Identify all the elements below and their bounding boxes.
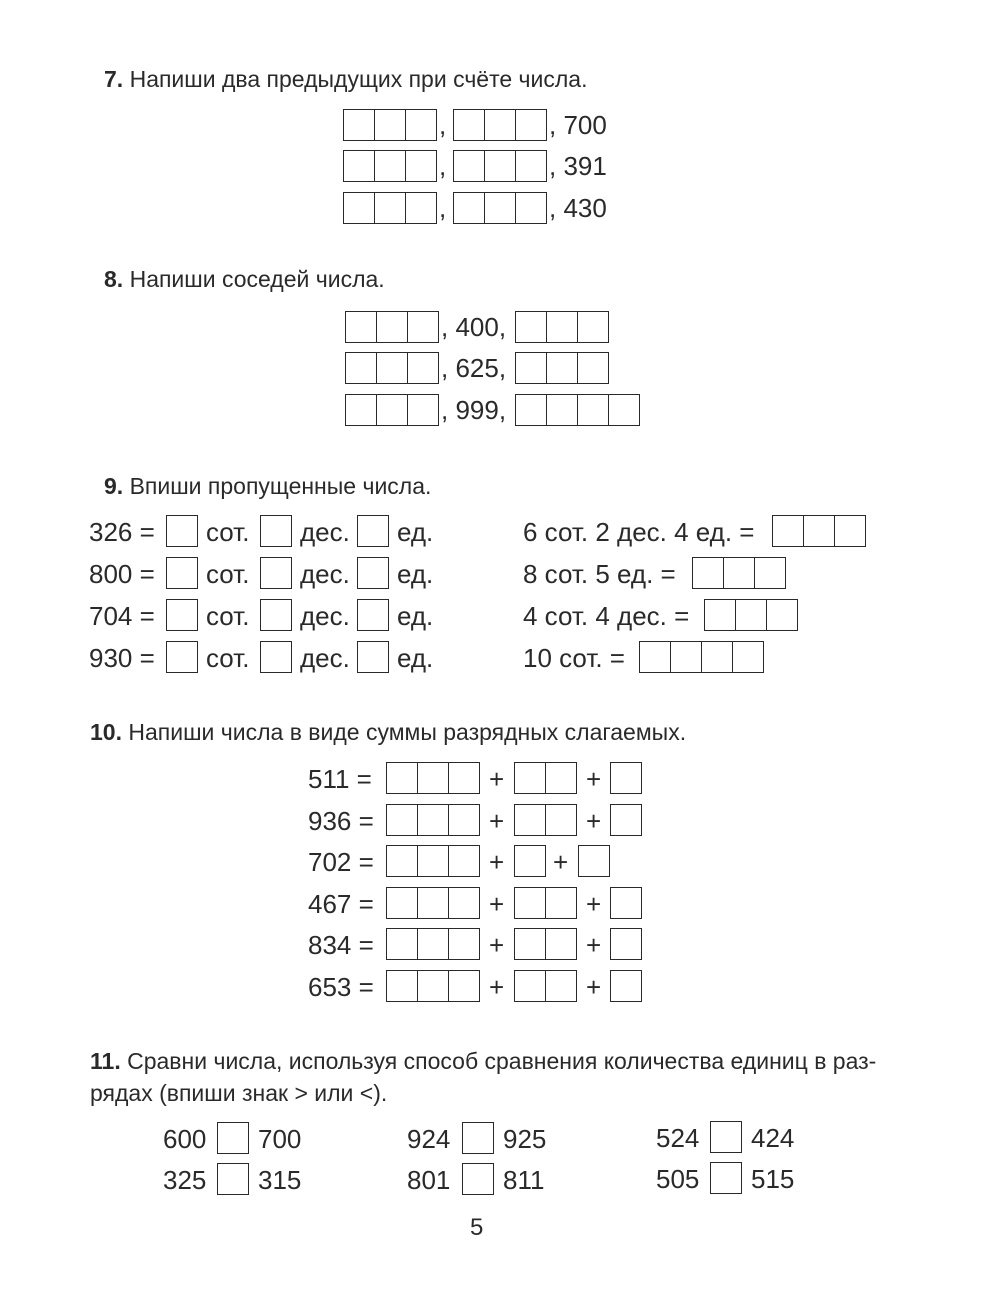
answer-cell[interactable] xyxy=(704,599,736,631)
answer-cell[interactable] xyxy=(546,394,578,426)
answer-cell[interactable] xyxy=(407,311,439,343)
answer-cell[interactable] xyxy=(374,109,406,141)
answer-cell[interactable] xyxy=(766,599,798,631)
answer-cell[interactable] xyxy=(515,109,547,141)
compare-left: 801 xyxy=(407,1165,451,1195)
task10-lhs: 936 = xyxy=(308,806,374,836)
answer-cell[interactable] xyxy=(260,557,292,589)
answer-cell[interactable] xyxy=(405,192,437,224)
plus-sign: + xyxy=(489,930,505,960)
task8-text: Напиши соседей числа. xyxy=(129,266,385,292)
answer-cell[interactable] xyxy=(417,762,449,794)
answer-cell[interactable] xyxy=(610,887,642,919)
answer-cell[interactable] xyxy=(417,845,449,877)
answer-cell[interactable] xyxy=(701,641,733,673)
answer-cell[interactable] xyxy=(515,150,547,182)
task9-lhs: 930 = xyxy=(89,643,155,673)
compare-right: 315 xyxy=(258,1165,302,1195)
comma: , xyxy=(439,110,447,140)
answer-cell[interactable] xyxy=(453,109,485,141)
answer-cell[interactable] xyxy=(448,928,480,960)
task9-expr: 4 сот. 4 дес. = xyxy=(523,601,690,631)
unit-tens: дес. xyxy=(300,601,350,631)
task10-lhs: 653 = xyxy=(308,972,374,1002)
task11-heading xyxy=(90,1050,876,1073)
task8-row-label: , 999, xyxy=(441,395,507,425)
answer-cell[interactable] xyxy=(754,557,786,589)
task9-number: 9. xyxy=(104,473,124,499)
answer-cell[interactable] xyxy=(732,641,764,673)
task10-lhs: 702 = xyxy=(308,847,374,877)
answer-cell[interactable] xyxy=(376,394,408,426)
answer-cell[interactable] xyxy=(735,599,767,631)
plus-sign: + xyxy=(586,930,602,960)
answer-cell[interactable] xyxy=(357,557,389,589)
answer-cell[interactable] xyxy=(577,352,609,384)
task8-number: 8. xyxy=(104,266,124,292)
answer-cell[interactable] xyxy=(357,515,389,547)
answer-cell[interactable] xyxy=(386,970,418,1002)
task11-number: 11. xyxy=(90,1048,121,1074)
answer-cell[interactable] xyxy=(545,804,577,836)
task10-number: 10. xyxy=(90,719,122,745)
answer-cell[interactable] xyxy=(166,557,198,589)
answer-cell[interactable] xyxy=(166,641,198,673)
answer-cell[interactable] xyxy=(343,192,375,224)
answer-cell[interactable] xyxy=(515,192,547,224)
answer-cell[interactable] xyxy=(515,311,547,343)
answer-cell[interactable] xyxy=(448,804,480,836)
answer-cell[interactable] xyxy=(343,109,375,141)
plus-sign: + xyxy=(553,847,569,877)
answer-cell[interactable] xyxy=(407,352,439,384)
answer-cell[interactable] xyxy=(386,845,418,877)
comma: , xyxy=(439,151,447,181)
plus-sign: + xyxy=(489,972,505,1002)
answer-cell[interactable] xyxy=(772,515,804,547)
task8-row-label: , 625, xyxy=(441,353,507,383)
task9-expr: 6 сот. 2 дес. 4 ед. = xyxy=(523,517,755,547)
answer-cell[interactable] xyxy=(448,970,480,1002)
task9-lhs: 704 = xyxy=(89,601,155,631)
compare-left: 524 xyxy=(656,1123,700,1153)
answer-cell[interactable] xyxy=(448,845,480,877)
answer-cell[interactable] xyxy=(448,887,480,919)
unit-hundreds: сот. xyxy=(206,643,250,673)
answer-cell[interactable] xyxy=(343,150,375,182)
compare-left: 924 xyxy=(407,1124,451,1154)
answer-cell[interactable] xyxy=(670,641,702,673)
answer-cell[interactable] xyxy=(514,804,546,836)
answer-cell[interactable] xyxy=(545,887,577,919)
plus-sign: + xyxy=(489,889,505,919)
answer-cell[interactable] xyxy=(515,352,547,384)
answer-cell[interactable] xyxy=(545,928,577,960)
unit-ones: ед. xyxy=(397,559,434,589)
answer-cell[interactable] xyxy=(803,515,835,547)
unit-ones: ед. xyxy=(397,517,434,547)
task9-heading xyxy=(104,475,431,498)
unit-hundreds: сот. xyxy=(206,601,250,631)
task10-lhs: 511 = xyxy=(308,764,372,794)
answer-cell[interactable] xyxy=(514,762,546,794)
task8-heading xyxy=(104,268,385,291)
answer-cell[interactable] xyxy=(639,641,671,673)
answer-cell[interactable] xyxy=(260,515,292,547)
compare-right: 515 xyxy=(751,1164,795,1194)
plus-sign: + xyxy=(489,847,505,877)
answer-cell[interactable] xyxy=(577,394,609,426)
answer-cell[interactable] xyxy=(545,762,577,794)
answer-cell[interactable] xyxy=(386,762,418,794)
compare-sign-cell[interactable] xyxy=(462,1122,494,1154)
task7-row-label: , 700 xyxy=(549,110,607,140)
comma: , xyxy=(439,193,447,223)
plus-sign: + xyxy=(489,764,505,794)
compare-right: 811 xyxy=(503,1165,545,1195)
unit-tens: дес. xyxy=(300,643,350,673)
answer-cell[interactable] xyxy=(405,109,437,141)
answer-cell[interactable] xyxy=(417,804,449,836)
task10-lhs: 834 = xyxy=(308,930,374,960)
compare-left: 505 xyxy=(656,1164,700,1194)
unit-tens: дес. xyxy=(300,559,350,589)
answer-cell[interactable] xyxy=(405,150,437,182)
unit-hundreds: сот. xyxy=(206,559,250,589)
task7-row-label: , 430 xyxy=(549,193,607,223)
plus-sign: + xyxy=(586,764,602,794)
answer-cell[interactable] xyxy=(260,599,292,631)
answer-cell[interactable] xyxy=(692,557,724,589)
answer-cell[interactable] xyxy=(166,599,198,631)
compare-sign-cell[interactable] xyxy=(217,1122,249,1154)
task11-text-line2: рядах (впиши знак > или <). xyxy=(90,1080,388,1106)
plus-sign: + xyxy=(586,806,602,836)
answer-cell[interactable] xyxy=(723,557,755,589)
answer-cell[interactable] xyxy=(448,762,480,794)
compare-right: 700 xyxy=(258,1124,302,1154)
answer-cell[interactable] xyxy=(514,845,546,877)
compare-left: 600 xyxy=(163,1124,207,1154)
unit-tens: дес. xyxy=(300,517,350,547)
page-number: 5 xyxy=(470,1214,484,1241)
task7-number: 7. xyxy=(104,66,124,92)
answer-cell[interactable] xyxy=(514,887,546,919)
answer-cell[interactable] xyxy=(577,311,609,343)
answer-cell[interactable] xyxy=(345,394,377,426)
compare-left: 325 xyxy=(163,1165,207,1195)
answer-cell[interactable] xyxy=(357,641,389,673)
answer-cell[interactable] xyxy=(345,311,377,343)
compare-sign-cell[interactable] xyxy=(710,1121,742,1153)
answer-cell[interactable] xyxy=(374,192,406,224)
answer-cell[interactable] xyxy=(610,762,642,794)
answer-cell[interactable] xyxy=(376,352,408,384)
answer-cell[interactable] xyxy=(515,394,547,426)
answer-cell[interactable] xyxy=(834,515,866,547)
compare-right: 424 xyxy=(751,1123,795,1153)
task9-lhs: 800 = xyxy=(89,559,155,589)
answer-cell[interactable] xyxy=(417,887,449,919)
answer-cell[interactable] xyxy=(514,928,546,960)
answer-cell[interactable] xyxy=(453,192,485,224)
unit-ones: ед. xyxy=(397,601,434,631)
answer-cell[interactable] xyxy=(386,928,418,960)
compare-sign-cell[interactable] xyxy=(710,1162,742,1194)
task10-text: Напиши числа в виде суммы разрядных слагаемых. xyxy=(128,719,687,745)
answer-cell[interactable] xyxy=(546,352,578,384)
answer-cell[interactable] xyxy=(610,804,642,836)
task9-text: Впиши пропущенные числа. xyxy=(129,473,432,499)
answer-cell[interactable] xyxy=(386,887,418,919)
answer-cell[interactable] xyxy=(166,515,198,547)
answer-cell[interactable] xyxy=(386,804,418,836)
task8-row-label: , 400, xyxy=(441,312,507,342)
answer-cell[interactable] xyxy=(484,150,516,182)
answer-cell[interactable] xyxy=(514,970,546,1002)
task9-expr: 10 сот. = xyxy=(523,643,625,673)
task7-text: Напиши два предыдущих при счёте числа. xyxy=(129,66,588,92)
answer-cell[interactable] xyxy=(345,352,377,384)
answer-cell[interactable] xyxy=(610,970,642,1002)
plus-sign: + xyxy=(489,806,505,836)
compare-right: 925 xyxy=(503,1124,547,1154)
task10-heading xyxy=(90,721,686,744)
answer-cell[interactable] xyxy=(407,394,439,426)
answer-cell[interactable] xyxy=(610,928,642,960)
answer-cell[interactable] xyxy=(546,311,578,343)
task9-expr: 8 сот. 5 ед. = xyxy=(523,559,676,589)
answer-cell[interactable] xyxy=(260,641,292,673)
answer-cell[interactable] xyxy=(484,109,516,141)
unit-hundreds: сот. xyxy=(206,517,250,547)
task10-lhs: 467 = xyxy=(308,889,374,919)
task11-text-line1: Сравни числа, используя способ сравнения количества единиц в раз- xyxy=(127,1048,877,1074)
answer-cell[interactable] xyxy=(374,150,406,182)
answer-cell[interactable] xyxy=(608,394,640,426)
compare-sign-cell[interactable] xyxy=(217,1163,249,1195)
plus-sign: + xyxy=(586,889,602,919)
answer-cell[interactable] xyxy=(417,970,449,1002)
plus-sign: + xyxy=(586,972,602,1002)
unit-ones: ед. xyxy=(397,643,434,673)
task9-lhs: 326 = xyxy=(89,517,155,547)
answer-cell[interactable] xyxy=(357,599,389,631)
answer-cell[interactable] xyxy=(453,150,485,182)
task7-heading xyxy=(104,68,588,91)
answer-cell[interactable] xyxy=(417,928,449,960)
answer-cell[interactable] xyxy=(484,192,516,224)
answer-cell[interactable] xyxy=(578,845,610,877)
answer-cell[interactable] xyxy=(545,970,577,1002)
compare-sign-cell[interactable] xyxy=(462,1163,494,1195)
task7-row-label: , 391 xyxy=(549,151,607,181)
answer-cell[interactable] xyxy=(376,311,408,343)
